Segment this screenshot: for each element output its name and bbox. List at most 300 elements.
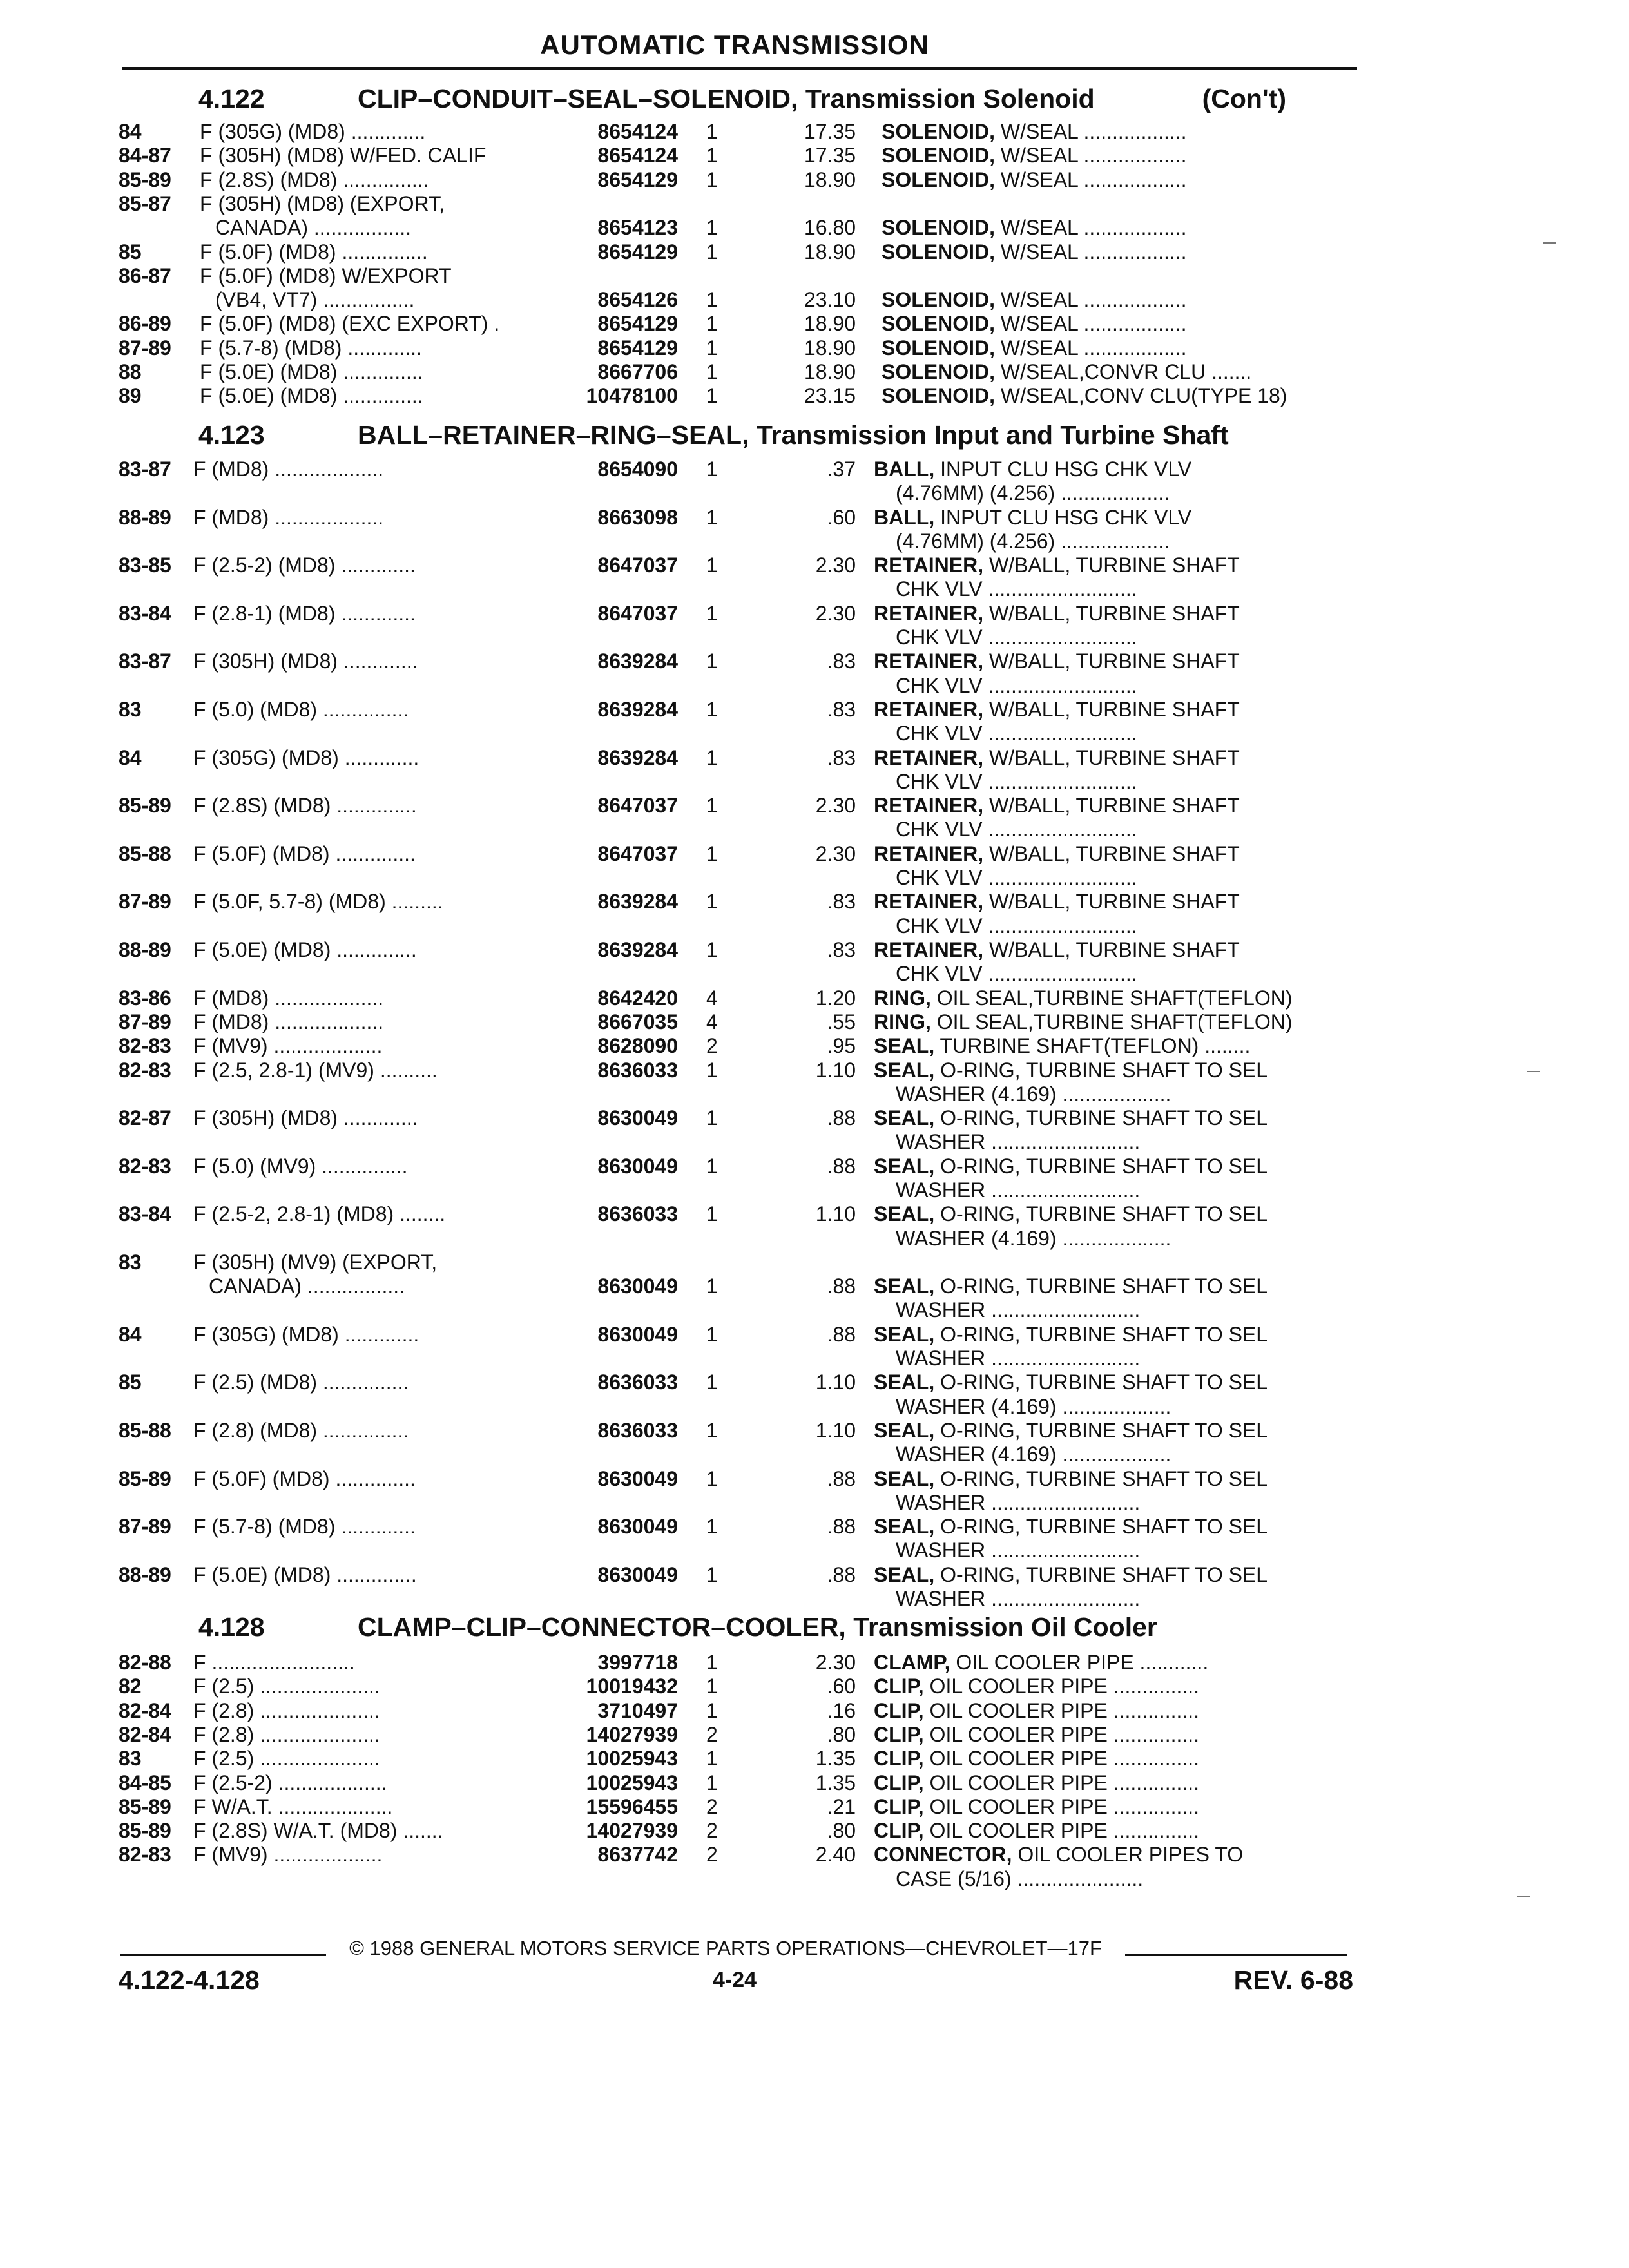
row-line bbox=[0, 1747, 1629, 1771]
row-line bbox=[0, 1274, 1629, 1298]
quantity: 1 bbox=[706, 1202, 718, 1226]
model-year: 83-84 bbox=[119, 1202, 171, 1226]
section-title bbox=[358, 82, 1095, 115]
quantity: 1 bbox=[706, 336, 718, 360]
model-year: 83-84 bbox=[119, 601, 171, 625]
model-year: 83-85 bbox=[119, 553, 171, 577]
quantity: 1 bbox=[706, 553, 718, 577]
item-detail: WASHER .......................... bbox=[896, 1130, 1141, 1154]
application: F (2.8-1) (MD8) ............. bbox=[193, 601, 416, 625]
part-number: 8630049 bbox=[597, 1154, 678, 1178]
continued-label: (Con't) bbox=[1202, 84, 1286, 113]
item-name: CLAMP, bbox=[874, 1651, 950, 1674]
application: F (305G) (MD8) ............. bbox=[200, 120, 426, 143]
description bbox=[874, 1155, 1268, 1178]
row-line bbox=[0, 553, 1629, 577]
application: F (305H) (MD8) ............. bbox=[193, 649, 418, 673]
price: 1.10 bbox=[815, 1202, 856, 1226]
model-year: 85 bbox=[119, 1370, 142, 1394]
row-line bbox=[0, 1539, 1629, 1562]
row-line bbox=[0, 120, 1629, 144]
description bbox=[896, 914, 1137, 938]
price: 18.90 bbox=[804, 168, 856, 191]
item-name: RETAINER, bbox=[874, 649, 984, 673]
part-number: 8630049 bbox=[597, 1322, 678, 1346]
row-line bbox=[0, 1651, 1629, 1675]
description bbox=[874, 602, 1240, 626]
row-line bbox=[0, 962, 1629, 986]
description bbox=[874, 1370, 1268, 1394]
model-year: 88-89 bbox=[119, 938, 171, 961]
description bbox=[874, 1675, 1199, 1698]
description bbox=[874, 1202, 1268, 1226]
model-year: 82-84 bbox=[119, 1722, 171, 1746]
section-number: 4.128 bbox=[198, 1612, 265, 1642]
item-name: SOLENOID, bbox=[882, 168, 996, 191]
item-name: RETAINER, bbox=[874, 841, 984, 865]
price: 1.10 bbox=[815, 1419, 856, 1442]
application: F (5.0) (MV9) ............... bbox=[193, 1154, 408, 1178]
item-detail: W/SEAL,CONV CLU(TYPE 18) bbox=[995, 384, 1287, 408]
item-detail: W/BALL, TURBINE SHAFT bbox=[983, 601, 1240, 625]
item-name: SOLENOID, bbox=[882, 120, 996, 143]
part-number: 8654124 bbox=[597, 120, 678, 143]
row-line bbox=[0, 216, 1629, 240]
quantity: 1 bbox=[706, 384, 718, 408]
description bbox=[874, 1651, 1208, 1675]
item-detail: W/SEAL .................. bbox=[995, 312, 1187, 336]
application: F (MD8) ................... bbox=[193, 457, 384, 481]
description bbox=[874, 842, 1240, 866]
part-number: 8663098 bbox=[597, 505, 678, 529]
page-title: AUTOMATIC TRANSMISSION bbox=[540, 30, 929, 60]
item-name: RETAINER, bbox=[874, 745, 984, 769]
part-number: 8654129 bbox=[597, 312, 678, 336]
item-name: BALL, bbox=[874, 457, 935, 481]
part-number: 8654129 bbox=[597, 336, 678, 360]
quantity: 1 bbox=[706, 1106, 718, 1130]
part-number: 8639284 bbox=[597, 745, 678, 769]
part-number: 8667035 bbox=[597, 1010, 678, 1033]
application: F (2.8) ..................... bbox=[193, 1722, 380, 1746]
item-detail: O-RING, TURBINE SHAFT TO SEL bbox=[934, 1419, 1268, 1442]
model-year: 83 bbox=[119, 1250, 142, 1274]
section-title-main: CLIP–CONDUIT–SEAL–SOLENOID, bbox=[358, 84, 798, 113]
description bbox=[896, 674, 1137, 698]
application: F (2.8S) (MD8) .............. bbox=[193, 794, 417, 818]
quantity: 4 bbox=[706, 1010, 718, 1033]
model-year: 82-83 bbox=[119, 1154, 171, 1178]
row-line bbox=[0, 240, 1629, 264]
row-line bbox=[0, 1419, 1629, 1443]
description bbox=[896, 1082, 1171, 1106]
item-detail: WASHER .......................... bbox=[896, 1298, 1141, 1322]
item-name: SOLENOID, bbox=[882, 336, 996, 360]
quantity: 1 bbox=[706, 1370, 718, 1394]
section-number: 4.122 bbox=[198, 84, 265, 113]
quantity: 1 bbox=[706, 1466, 718, 1490]
item-detail: W/SEAL .................. bbox=[995, 240, 1187, 264]
model-year: 83 bbox=[119, 698, 142, 721]
application: (VB4, VT7) ................ bbox=[215, 288, 415, 312]
row-line bbox=[0, 1563, 1629, 1587]
application: F ......................... bbox=[193, 1651, 355, 1674]
item-detail: W/BALL, TURBINE SHAFT bbox=[983, 745, 1240, 769]
application: F (5.0F) (MD8) .............. bbox=[193, 841, 416, 865]
application: F (2.5-2) ................... bbox=[193, 1771, 387, 1794]
description bbox=[896, 1539, 1140, 1562]
description bbox=[874, 1819, 1199, 1843]
model-year: 82 bbox=[119, 1675, 142, 1698]
description bbox=[882, 216, 1187, 240]
description bbox=[874, 1010, 1293, 1034]
item-name: SEAL, bbox=[874, 1154, 935, 1178]
price: 18.90 bbox=[804, 240, 856, 264]
row-line bbox=[0, 1059, 1629, 1082]
item-detail: OIL COOLER PIPES TO bbox=[1012, 1843, 1244, 1867]
price: .80 bbox=[827, 1722, 856, 1746]
item-detail: O-RING, TURBINE SHAFT TO SEL bbox=[934, 1515, 1268, 1539]
application: F (2.8S) (MD8) ............... bbox=[200, 168, 429, 191]
item-detail: CHK VLV .......................... bbox=[896, 914, 1137, 937]
item-detail: (4.76MM) (4.256) ................... bbox=[896, 529, 1170, 553]
row-line bbox=[0, 1323, 1629, 1347]
row-line bbox=[0, 360, 1629, 384]
description bbox=[896, 1130, 1140, 1154]
price: 18.90 bbox=[804, 312, 856, 336]
quantity: 1 bbox=[706, 698, 718, 721]
quantity: 1 bbox=[706, 1322, 718, 1346]
part-number: 8639284 bbox=[597, 698, 678, 721]
row-line bbox=[0, 986, 1629, 1010]
part-number: 3710497 bbox=[597, 1698, 678, 1722]
part-number: 8654129 bbox=[597, 168, 678, 191]
item-detail: W/SEAL .................. bbox=[995, 168, 1187, 191]
description bbox=[874, 1563, 1268, 1587]
model-year: 88-89 bbox=[119, 505, 171, 529]
price: 1.10 bbox=[815, 1058, 856, 1082]
model-year: 87-89 bbox=[119, 1010, 171, 1033]
model-year: 85-89 bbox=[119, 1466, 171, 1490]
model-year: 87-89 bbox=[119, 890, 171, 914]
item-detail: INPUT CLU HSG CHK VLV bbox=[934, 505, 1192, 529]
row-line bbox=[0, 1034, 1629, 1058]
description bbox=[896, 962, 1137, 986]
price: .60 bbox=[827, 505, 856, 529]
price: .88 bbox=[827, 1106, 856, 1130]
model-year: 85-87 bbox=[119, 191, 171, 215]
price: .21 bbox=[827, 1794, 856, 1818]
row-line bbox=[0, 1370, 1629, 1394]
item-detail: O-RING, TURBINE SHAFT TO SEL bbox=[934, 1562, 1268, 1586]
application: F W/A.T. .................... bbox=[193, 1794, 393, 1818]
price: 16.80 bbox=[804, 216, 856, 240]
item-detail: WASHER .......................... bbox=[896, 1587, 1141, 1611]
quantity: 1 bbox=[706, 938, 718, 961]
model-year: 85-89 bbox=[119, 794, 171, 818]
price: .88 bbox=[827, 1274, 856, 1298]
quantity: 1 bbox=[706, 457, 718, 481]
quantity: 1 bbox=[706, 601, 718, 625]
price: .95 bbox=[827, 1034, 856, 1058]
part-number: 8630049 bbox=[597, 1515, 678, 1539]
model-year: 82-87 bbox=[119, 1106, 171, 1130]
application: F (5.0) (MD8) ............... bbox=[193, 698, 409, 721]
quantity: 2 bbox=[706, 1819, 718, 1843]
application: F (5.0E) (MD8) .............. bbox=[200, 360, 423, 383]
section-number: 4.123 bbox=[198, 420, 265, 450]
section-subtitle: Transmission Input and Turbine Shaft bbox=[749, 420, 1229, 450]
item-detail: CHK VLV .......................... bbox=[896, 577, 1137, 601]
description bbox=[896, 1347, 1140, 1370]
item-name: BALL, bbox=[874, 505, 935, 529]
part-number: 8639284 bbox=[597, 649, 678, 673]
model-year: 87-89 bbox=[119, 336, 171, 360]
description bbox=[874, 1795, 1199, 1819]
application: F (305H) (MD8) W/FED. CALIF bbox=[200, 144, 487, 168]
description bbox=[882, 144, 1187, 168]
application: F (5.0E) (MD8) .............. bbox=[193, 938, 417, 961]
part-number: 10478100 bbox=[586, 384, 678, 408]
row-line bbox=[0, 1771, 1629, 1795]
header-rule bbox=[122, 67, 1357, 70]
application: F (2.8) ..................... bbox=[193, 1698, 380, 1722]
description bbox=[882, 384, 1287, 408]
part-number: 14027939 bbox=[586, 1722, 678, 1746]
description bbox=[882, 168, 1187, 192]
application: F (MV9) ................... bbox=[193, 1034, 383, 1058]
item-detail: O-RING, TURBINE SHAFT TO SEL bbox=[934, 1322, 1268, 1346]
item-detail: W/SEAL,CONVR CLU ....... bbox=[995, 360, 1252, 383]
part-number: 10019432 bbox=[586, 1675, 678, 1698]
model-year: 85-88 bbox=[119, 841, 171, 865]
price: .83 bbox=[827, 649, 856, 673]
price: .83 bbox=[827, 745, 856, 769]
item-detail: O-RING, TURBINE SHAFT TO SEL bbox=[934, 1274, 1268, 1298]
item-detail: CHK VLV .......................... bbox=[896, 673, 1137, 697]
model-year: 84 bbox=[119, 1322, 142, 1346]
model-year: 82-83 bbox=[119, 1843, 171, 1867]
item-name: CLIP, bbox=[874, 1747, 924, 1771]
item-name: SEAL, bbox=[874, 1370, 935, 1394]
price: .60 bbox=[827, 1675, 856, 1698]
item-name: SEAL, bbox=[874, 1202, 935, 1226]
model-year: 85 bbox=[119, 240, 142, 264]
description bbox=[874, 649, 1240, 673]
row-line bbox=[0, 1106, 1629, 1130]
part-number: 8630049 bbox=[597, 1562, 678, 1586]
description bbox=[896, 577, 1137, 601]
model-year: 87-89 bbox=[119, 1515, 171, 1539]
item-detail: W/BALL, TURBINE SHAFT bbox=[983, 649, 1240, 673]
model-year: 84 bbox=[119, 745, 142, 769]
part-number: 8639284 bbox=[597, 890, 678, 914]
item-name: SEAL, bbox=[874, 1034, 935, 1058]
application: F (305H) (MD8) (EXPORT, bbox=[200, 191, 445, 215]
description bbox=[882, 120, 1187, 144]
item-name: SEAL, bbox=[874, 1562, 935, 1586]
price: .83 bbox=[827, 938, 856, 961]
row-line bbox=[0, 1587, 1629, 1611]
quantity: 1 bbox=[706, 216, 718, 240]
footer-rule-left bbox=[120, 1954, 326, 1956]
description bbox=[874, 1515, 1268, 1539]
part-number: 8630049 bbox=[597, 1274, 678, 1298]
row-line bbox=[0, 770, 1629, 794]
application: F (305G) (MD8) ............. bbox=[193, 1322, 419, 1346]
application: F (2.5) ..................... bbox=[193, 1747, 380, 1771]
item-detail: W/BALL, TURBINE SHAFT bbox=[983, 938, 1240, 961]
part-number: 8636033 bbox=[597, 1202, 678, 1226]
description bbox=[874, 698, 1240, 722]
item-name: RETAINER, bbox=[874, 553, 984, 577]
part-number: 10025943 bbox=[586, 1747, 678, 1771]
item-detail: O-RING, TURBINE SHAFT TO SEL bbox=[934, 1058, 1268, 1082]
model-year: 86-87 bbox=[119, 264, 171, 287]
part-number: 8647037 bbox=[597, 601, 678, 625]
item-detail: W/SEAL .................. bbox=[995, 336, 1187, 360]
description bbox=[874, 890, 1240, 914]
row-line bbox=[0, 866, 1629, 890]
row-line bbox=[0, 698, 1629, 722]
row-line bbox=[0, 192, 1629, 216]
row-line bbox=[0, 1515, 1629, 1539]
section-title bbox=[358, 1611, 1157, 1643]
item-detail: OIL COOLER PIPE ............... bbox=[923, 1722, 1200, 1746]
application: F (2.5-2, 2.8-1) (MD8) ........ bbox=[193, 1202, 446, 1226]
price: .80 bbox=[827, 1819, 856, 1843]
page-number: 4-24 bbox=[712, 1968, 757, 1992]
item-detail: WASHER (4.169) ................... bbox=[896, 1443, 1171, 1466]
description bbox=[874, 794, 1240, 818]
quantity: 2 bbox=[706, 1843, 718, 1867]
margin-mark bbox=[1527, 1071, 1540, 1072]
model-year: 82-84 bbox=[119, 1698, 171, 1722]
row-line bbox=[0, 1699, 1629, 1723]
quantity: 1 bbox=[706, 1515, 718, 1539]
quantity: 1 bbox=[706, 1562, 718, 1586]
item-detail: CASE (5/16) ...................... bbox=[896, 1867, 1144, 1890]
description bbox=[874, 1034, 1250, 1058]
row-line bbox=[0, 1395, 1629, 1419]
quantity: 2 bbox=[706, 1034, 718, 1058]
application: F (MV9) ................... bbox=[193, 1843, 383, 1867]
model-year: 83-87 bbox=[119, 649, 171, 673]
model-year: 85-89 bbox=[119, 1794, 171, 1818]
item-detail: W/SEAL .................. bbox=[995, 144, 1187, 168]
application: F (2.8) (MD8) ............... bbox=[193, 1419, 409, 1442]
quantity: 4 bbox=[706, 986, 718, 1010]
item-name: RETAINER, bbox=[874, 938, 984, 961]
row-line bbox=[0, 746, 1629, 770]
part-number: 8636033 bbox=[597, 1370, 678, 1394]
row-line bbox=[0, 1443, 1629, 1466]
row-line bbox=[0, 1491, 1629, 1515]
row-line bbox=[0, 674, 1629, 698]
application: F (5.0E) (MD8) .............. bbox=[193, 1562, 417, 1586]
item-name: SOLENOID, bbox=[882, 144, 996, 168]
quantity: 1 bbox=[706, 794, 718, 818]
row-line bbox=[0, 914, 1629, 938]
application: F (5.0F) (MD8) W/EXPORT bbox=[200, 264, 452, 287]
row-line bbox=[0, 1467, 1629, 1491]
part-number: 8636033 bbox=[597, 1419, 678, 1442]
item-detail: OIL COOLER PIPE ............... bbox=[923, 1747, 1200, 1771]
item-detail: W/SEAL .................. bbox=[995, 288, 1187, 312]
quantity: 1 bbox=[706, 1698, 718, 1722]
description bbox=[874, 1323, 1268, 1347]
item-name: CONNECTOR, bbox=[874, 1843, 1012, 1867]
item-name: SOLENOID, bbox=[882, 288, 996, 312]
quantity: 1 bbox=[706, 1651, 718, 1674]
row-line bbox=[0, 1843, 1629, 1867]
row-line bbox=[0, 481, 1629, 505]
quantity: 2 bbox=[706, 1794, 718, 1818]
model-year: 88 bbox=[119, 360, 142, 383]
price: 2.30 bbox=[815, 601, 856, 625]
quantity: 1 bbox=[706, 505, 718, 529]
item-detail: CHK VLV .......................... bbox=[896, 626, 1137, 649]
description bbox=[874, 1419, 1268, 1443]
description bbox=[874, 1274, 1268, 1298]
price: 23.10 bbox=[804, 288, 856, 312]
item-detail: W/BALL, TURBINE SHAFT bbox=[983, 794, 1240, 818]
item-detail: CHK VLV .......................... bbox=[896, 962, 1137, 986]
row-line bbox=[0, 288, 1629, 312]
description bbox=[874, 938, 1240, 962]
item-detail: TURBINE SHAFT(TEFLON) ........ bbox=[934, 1034, 1251, 1058]
part-number: 8639284 bbox=[597, 938, 678, 961]
quantity: 1 bbox=[706, 360, 718, 383]
item-detail: O-RING, TURBINE SHAFT TO SEL bbox=[934, 1106, 1268, 1130]
part-number: 3997718 bbox=[597, 1651, 678, 1674]
row-line bbox=[0, 602, 1629, 626]
revision-date: REV. 6-88 bbox=[1233, 1965, 1353, 1995]
item-detail: OIL COOLER PIPE ............... bbox=[923, 1794, 1200, 1818]
item-detail: (4.76MM) (4.256) ................... bbox=[896, 481, 1170, 505]
quantity: 1 bbox=[706, 1675, 718, 1698]
row-line bbox=[0, 1227, 1629, 1251]
row-line bbox=[0, 530, 1629, 553]
application: F (2.5, 2.8-1) (MV9) .......... bbox=[193, 1058, 438, 1082]
price: .88 bbox=[827, 1322, 856, 1346]
item-name: CLIP, bbox=[874, 1819, 924, 1843]
row-line bbox=[0, 794, 1629, 818]
item-detail: WASHER (4.169) ................... bbox=[896, 1226, 1171, 1250]
description bbox=[896, 1491, 1140, 1515]
item-name: RING, bbox=[874, 1010, 931, 1033]
model-year: 85-88 bbox=[119, 1419, 171, 1442]
row-line bbox=[0, 1795, 1629, 1819]
description bbox=[896, 1227, 1171, 1251]
model-year: 82-83 bbox=[119, 1058, 171, 1082]
margin-mark bbox=[1517, 1896, 1530, 1897]
price: 1.35 bbox=[815, 1747, 856, 1771]
item-name: CLIP, bbox=[874, 1794, 924, 1818]
item-detail: W/BALL, TURBINE SHAFT bbox=[983, 890, 1240, 914]
item-name: SOLENOID, bbox=[882, 360, 996, 383]
part-number: 8667706 bbox=[597, 360, 678, 383]
row-line bbox=[0, 626, 1629, 649]
description bbox=[874, 1747, 1199, 1771]
row-line bbox=[0, 312, 1629, 336]
description bbox=[896, 1395, 1171, 1419]
model-year: 83-86 bbox=[119, 986, 171, 1010]
section-subtitle: Transmission Oil Cooler bbox=[845, 1612, 1157, 1642]
quantity: 1 bbox=[706, 649, 718, 673]
item-name: SEAL, bbox=[874, 1322, 935, 1346]
row-line bbox=[0, 1867, 1629, 1891]
